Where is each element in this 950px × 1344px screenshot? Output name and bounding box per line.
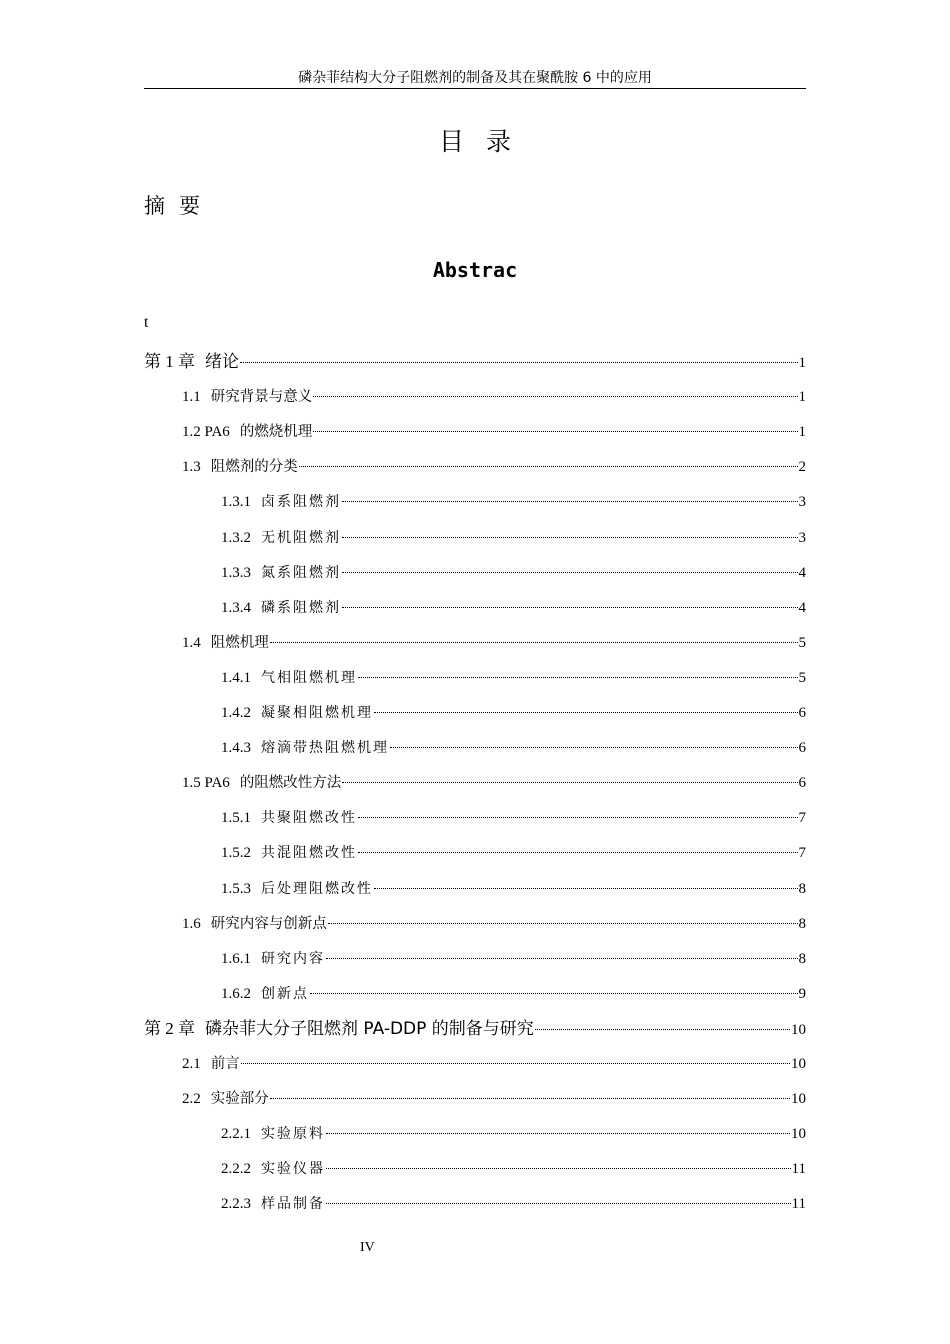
toc-entry-number: 1.4 <box>182 634 201 651</box>
toc-entry-number: 2.1 <box>182 1056 201 1072</box>
toc-dot-leader <box>326 958 798 959</box>
toc-entry-page: 4 <box>798 564 806 581</box>
toc-entry-number: 1.5.2 <box>221 845 251 862</box>
toc-entry[interactable] <box>182 631 806 655</box>
toc-dot-leader <box>241 1063 790 1064</box>
toc-entry-page: 5 <box>798 669 806 686</box>
toc-entry[interactable] <box>221 1157 806 1181</box>
toc-dot-leader <box>270 642 798 643</box>
toc-entry-number: 1.3.4 <box>221 599 251 616</box>
toc-entry-page: 10 <box>791 1021 806 1038</box>
toc-entry-page: 2 <box>798 459 806 476</box>
toc-entry-title: 气相阻燃机理 <box>261 669 357 686</box>
toc-entry[interactable] <box>221 947 806 971</box>
toc-entry[interactable] <box>221 596 806 620</box>
toc-entry[interactable] <box>182 1052 806 1076</box>
toc-entry-title: 前言 <box>210 1056 240 1072</box>
toc-dot-leader <box>535 1029 790 1030</box>
toc-dot-leader <box>328 923 798 924</box>
toc-dot-leader <box>358 852 798 853</box>
toc-title: 目录 <box>438 127 533 156</box>
toc-entry-number: 1.6.1 <box>221 950 251 967</box>
toc-entry[interactable] <box>221 841 806 865</box>
toc-entry[interactable] <box>221 1122 806 1146</box>
toc-entry-number: 1.6 <box>182 915 201 932</box>
toc-entry-abstract-en[interactable]: Abstrac <box>432 258 518 282</box>
toc-entry-title: 阻燃剂的分类 <box>210 459 298 476</box>
toc-entry[interactable] <box>221 806 806 830</box>
toc-entry[interactable] <box>182 420 806 444</box>
toc-dot-leader <box>358 677 798 678</box>
toc-entry[interactable] <box>182 385 806 409</box>
toc-entry-title: 阻燃机理 <box>210 634 269 651</box>
toc-entry[interactable] <box>182 455 806 479</box>
toc-dot-leader <box>313 396 797 397</box>
toc-entry-title: 熔滴带热阻燃机理 <box>261 740 389 757</box>
toc-entry-title: 的阻燃改性方法 <box>239 775 342 792</box>
toc-dot-leader <box>326 1133 790 1134</box>
toc-dot-leader <box>313 431 797 432</box>
toc-entry[interactable] <box>221 701 806 725</box>
toc-entry-title: 实验原料 <box>261 1126 325 1143</box>
toc-entry[interactable] <box>221 1192 806 1216</box>
toc-entry-page: 7 <box>798 845 806 862</box>
toc-entry-number: 1.4.3 <box>221 740 251 757</box>
toc-entry[interactable] <box>221 526 806 550</box>
toc-entry[interactable] <box>221 666 806 690</box>
toc-entry-abstract-en-tail: t <box>144 314 149 331</box>
toc-entry-number: 第 2 章 <box>144 1018 195 1038</box>
toc-entry-title: 研究内容 <box>261 950 325 967</box>
toc-entry-title: 共聚阻燃改性 <box>261 810 357 827</box>
toc-entry-number: 1.3.2 <box>221 529 251 546</box>
running-header: 磷杂菲结构大分子阻燃剂的制备及其在聚酰胺 6 中的应用 <box>298 70 652 86</box>
toc-entry-number: 2.2.3 <box>221 1196 251 1213</box>
toc-entry-page: 11 <box>791 1196 806 1213</box>
toc-entry-page: 8 <box>798 915 806 932</box>
toc-entry-title: 创新点 <box>261 985 309 1002</box>
toc-entry-page: 6 <box>798 705 806 721</box>
toc-entry-title: 氮系阻燃剂 <box>261 564 341 581</box>
toc-entry-number: 2.2 <box>182 1091 201 1108</box>
toc-entry-number: 1.3.1 <box>221 494 251 511</box>
toc-entry-number: 1.2 PA6 <box>182 424 230 441</box>
toc-entry-page: 5 <box>798 634 806 651</box>
toc-entry-number: 1.5 PA6 <box>182 775 230 792</box>
toc-entry-page: 11 <box>791 1161 806 1178</box>
toc-entry-title: 实验仪器 <box>261 1161 325 1178</box>
toc-entry-number: 1.3 <box>182 459 201 476</box>
toc-entry[interactable] <box>221 561 806 585</box>
toc-entry-page: 4 <box>798 599 806 616</box>
toc-dot-leader <box>326 1168 791 1169</box>
toc-entry-title: 研究背景与意义 <box>210 389 313 406</box>
toc-entry-page: 6 <box>798 775 806 792</box>
toc-entry[interactable] <box>221 982 806 1006</box>
toc-entry[interactable] <box>221 877 806 901</box>
toc-entry-title: 凝聚相阻燃机理 <box>261 705 373 721</box>
toc-dot-leader <box>342 537 798 538</box>
toc-entry[interactable] <box>144 350 806 374</box>
toc-dot-leader <box>390 747 798 748</box>
toc-entry-abstract-cn[interactable]: 摘要 <box>144 194 214 218</box>
toc-entry-title: 无机阻燃剂 <box>261 529 341 546</box>
toc-entry-page: 9 <box>798 985 806 1002</box>
toc-entry[interactable] <box>221 490 806 514</box>
toc-entry-title: 样品制备 <box>261 1196 325 1213</box>
toc-entry-number: 1.4.2 <box>221 705 251 721</box>
toc-entry-page: 3 <box>798 494 806 511</box>
page-number: IV <box>360 1240 375 1255</box>
toc-dot-leader <box>374 888 798 889</box>
toc-entry-title: 研究内容与创新点 <box>210 915 327 932</box>
toc-entry-number: 1.3.3 <box>221 564 251 581</box>
toc-entry-page: 7 <box>798 810 806 827</box>
toc-entry-page: 6 <box>798 740 806 757</box>
toc-entry-title: 的燃烧机理 <box>239 424 313 441</box>
toc-entry-number: 1.6.2 <box>221 985 251 1002</box>
toc-entry-page: 10 <box>791 1126 806 1143</box>
toc-dot-leader <box>326 1203 791 1204</box>
toc-entry[interactable] <box>182 1087 806 1111</box>
toc-entry[interactable] <box>182 771 806 795</box>
toc-entry-number: 第 1 章 <box>144 352 195 371</box>
toc-entry-title: 绪论 <box>205 352 239 372</box>
toc-entry-page: 1 <box>798 355 806 371</box>
toc-dot-leader <box>240 362 798 363</box>
toc-entry[interactable] <box>144 1017 806 1041</box>
toc-dot-leader <box>310 993 798 994</box>
toc-entry-title: 卤系阻燃剂 <box>261 494 341 511</box>
toc-entry-page: 8 <box>798 880 806 897</box>
toc-dot-leader <box>374 712 798 713</box>
toc-entry-number: 1.5.1 <box>221 810 251 827</box>
toc-dot-leader <box>299 466 798 467</box>
toc-entry-page: 1 <box>798 389 806 406</box>
toc-dot-leader <box>342 501 798 502</box>
toc-entry-page: 8 <box>798 950 806 967</box>
toc-dot-leader <box>358 817 798 818</box>
toc-entry-title: 磷杂菲大分子阻燃剂 PA-DDP 的制备与研究 <box>205 1018 534 1039</box>
toc-dot-leader <box>270 1098 790 1099</box>
toc-entry[interactable] <box>182 912 806 936</box>
toc-entry-number: 1.5.3 <box>221 880 251 897</box>
toc-dot-leader <box>342 572 798 573</box>
toc-entry-number: 1.1 <box>182 389 201 406</box>
toc-entry-page: 3 <box>798 529 806 546</box>
toc-entry-title: 磷系阻燃剂 <box>261 599 341 616</box>
header-rule <box>144 88 806 89</box>
toc-dot-leader <box>342 607 798 608</box>
toc-entry-page: 10 <box>791 1091 806 1108</box>
toc-entry-title: 实验部分 <box>210 1091 269 1108</box>
toc-entry-title: 后处理阻燃改性 <box>261 880 373 897</box>
toc-entry-number: 2.2.2 <box>221 1161 251 1178</box>
toc-entry-number: 2.2.1 <box>221 1126 251 1143</box>
toc-entry-title: 共混阻燃改性 <box>261 845 357 862</box>
toc-entry-page: 10 <box>791 1056 806 1072</box>
toc-entry-page: 1 <box>798 424 806 441</box>
toc-entry-number: 1.4.1 <box>221 669 251 686</box>
toc-entry[interactable] <box>221 736 806 760</box>
toc-dot-leader <box>342 782 797 783</box>
